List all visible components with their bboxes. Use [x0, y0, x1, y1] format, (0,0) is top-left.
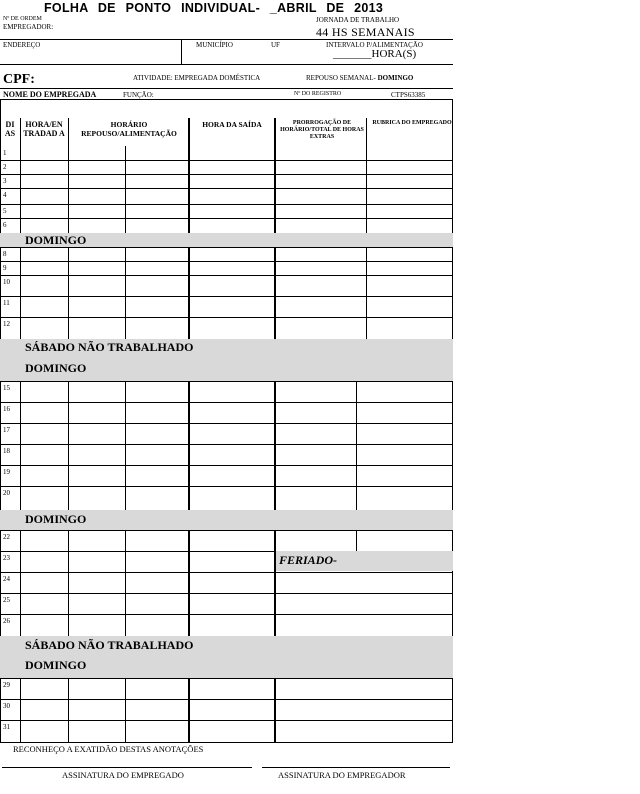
col-entrada: HORA/EN TRADAD A	[23, 120, 65, 138]
empregador-label: EMPREGADOR:	[3, 23, 54, 31]
grid-bottom-line	[0, 742, 453, 743]
atividade-label: ATIVIDADE: EMPREGADA DOMÉSTICA	[133, 74, 261, 82]
day-number: 26	[3, 617, 10, 625]
header-divider-1	[0, 39, 453, 40]
jornada-label: JORNADA DE TRABALHO	[316, 16, 400, 24]
band-text-21: DOMINGO	[25, 512, 87, 526]
band-text-13: SÁBADO NÃO TRABALHADO	[25, 340, 194, 354]
page-title: FOLHA DE PONTO INDIVIDUAL- _ABRIL DE 2013	[44, 1, 384, 15]
col-prorrogacao: PRORROGAÇÃO DE HORÁRIO/TOTAL DE HORAS EXTRAS	[280, 120, 364, 140]
day-number: 9	[3, 264, 7, 272]
day-number: 15	[3, 384, 10, 392]
day-number: 18	[3, 447, 10, 455]
band-text-23: FERIADO-	[279, 553, 338, 567]
day-number: 17	[3, 426, 10, 434]
band-row-13-14	[0, 339, 453, 381]
col-saida: HORA DA SAÍDA	[202, 120, 262, 129]
ctps-label: CTPS63385	[391, 91, 426, 99]
day-number: 2	[3, 163, 7, 171]
col-rubrica: RUBRICA DO EMPREGADO	[372, 120, 452, 126]
signature-line-empregador	[262, 767, 450, 768]
jornada-value: 44 HS SEMANAIS	[316, 25, 415, 39]
header-divider-2	[0, 64, 453, 65]
day-number: 11	[3, 299, 10, 307]
band-text-7: DOMINGO	[25, 233, 87, 247]
header-divider-4	[0, 99, 453, 100]
band-row-7	[0, 233, 453, 247]
header-divider-3	[0, 88, 453, 89]
day-number: 31	[3, 723, 10, 731]
repouso-label-text: REPOUSO SEMANAL-	[306, 74, 376, 82]
day-number: 6	[3, 221, 7, 229]
col-dias: DI AS	[4, 120, 16, 138]
band-text-27: SÁBADO NÃO TRABALHADO	[25, 638, 194, 652]
intervalo-value: _______HORA(S)	[333, 48, 417, 60]
col-horario: HORÁRIO REPOUSO/ALIMENTAÇÃO	[81, 120, 177, 138]
day-number: 29	[3, 681, 10, 689]
day-number: 10	[3, 278, 10, 286]
band-text-14: DOMINGO	[25, 361, 87, 375]
day-number: 22	[3, 533, 10, 541]
intervalo-label: INTERVALO P/ALIMENTAÇÃO	[326, 41, 423, 49]
day-number: 5	[3, 207, 7, 215]
funcao-label: FUNÇÃO:	[123, 91, 154, 99]
day-number: 1	[3, 149, 7, 157]
endereco-label: ENDEREÇO	[3, 41, 41, 49]
day-number: 16	[3, 405, 10, 413]
day-number: 30	[3, 702, 10, 710]
day-number: 8	[3, 250, 7, 258]
reconheco-text: RECONHEÇO A EXATIDÃO DESTAS ANOTAÇÕES	[13, 744, 204, 754]
repouso-label	[306, 74, 413, 82]
nome-label: NOME DO EMPREGADA	[3, 90, 97, 99]
repouso-value: DOMINGO	[377, 74, 414, 82]
band-row-21	[0, 510, 453, 530]
registro-label: Nº DO REGISTRO	[294, 91, 342, 97]
band-row-27-28	[0, 636, 453, 678]
municipio-label: MUNICÍPIO	[196, 41, 233, 49]
header-vdivider	[181, 40, 182, 64]
day-number: 19	[3, 468, 10, 476]
day-number: 23	[3, 554, 10, 562]
day-number: 25	[3, 596, 10, 604]
uf-label: UF	[271, 41, 280, 49]
band-row-23	[276, 551, 453, 571]
day-number: 12	[3, 320, 10, 328]
day-number: 20	[3, 489, 10, 497]
day-number: 3	[3, 177, 7, 185]
cpf-label: CPF:	[3, 72, 35, 87]
band-text-28: DOMINGO	[25, 658, 87, 672]
assinatura-empregador: ASSINATURA DO EMPREGADOR	[278, 770, 406, 780]
day-number: 4	[3, 191, 7, 199]
day-number: 24	[3, 575, 10, 583]
signature-line-empregado	[2, 767, 252, 768]
n-ordem-label: Nº DE ORDEM	[3, 16, 42, 22]
assinatura-empregado: ASSINATURA DO EMPREGADO	[62, 770, 184, 780]
